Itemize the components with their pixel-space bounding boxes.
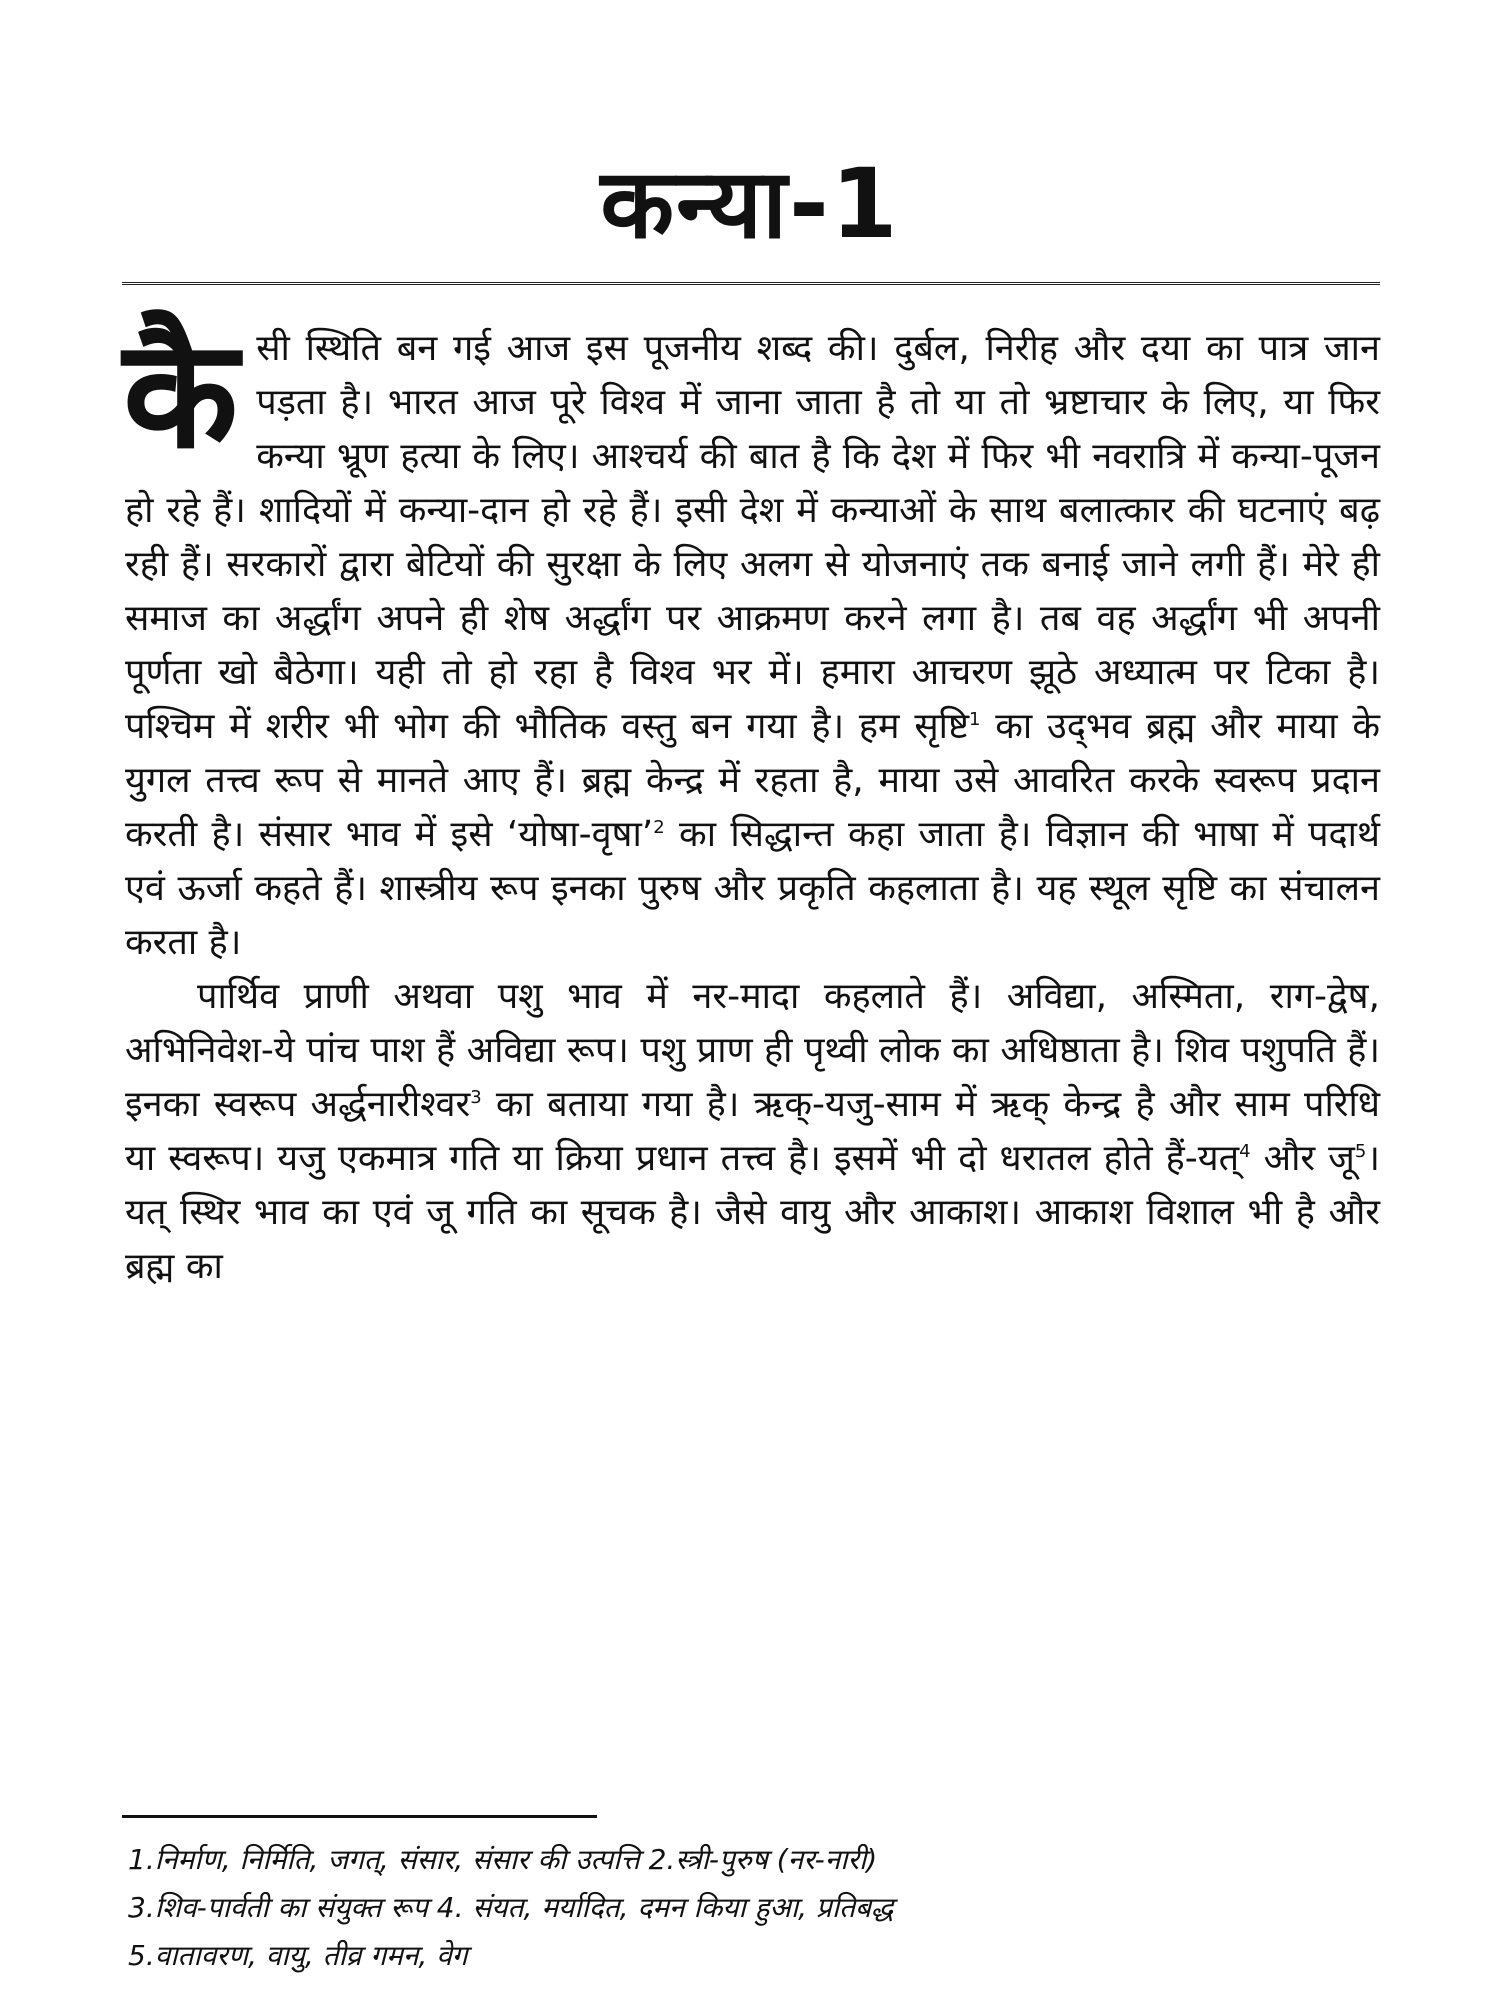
footnote-divider [122,1815,597,1818]
paragraph-1-text-b: का उद्‌भव ब्रह्म और माया के युगल तत्त्व रूप से मानते आए हैं। ब्रह्म केन्द्र में रहता है, माया उसे आवरित करके स्वरूप प्रदान करती है। संसार भाव में इसे ‘योषा-वृषा’ [125,706,1381,855]
paragraph-2 [125,970,1380,1294]
footnote-ref-2: 2 [653,817,665,838]
paragraph-2-text-d: । यत् स्थिर भाव का एवं जू गति का सूचक है। जैसे वायु और आकाश। आकाश विशाल भी है और ब्रह्म का [125,1138,1380,1287]
footnote-line-2: 3.शिव-पार्वती का संयुक्त रूप 4. संयत, मर्यादित, दमन किया हुआ, प्रतिबद्ध [128,1891,894,1924]
title-divider [122,282,1380,285]
footnote-line-3: 5.वातावरण, वायु, तीव्र गमन, वेग [128,1939,468,1972]
paragraph-2-text-a: पार्थिव प्राणी अथवा पशु भाव में नर-मादा कहलाते हैं। अविद्या, अस्मिता, राग-द्वेष, अभिनिवेश-ये पांच पाश हैं अविद्या रूप। पशु प्राण ही पृथ्वी लोक का अधिष्ठाता है। शिव पशुपति हैं। इनका स्वरूप अर्द्धनारीश्वर [125,976,1380,1125]
chapter-title: कन्या-1 [600,148,900,261]
chapter-body [123,308,1381,1294]
footnote-ref-5: 5 [1354,1141,1367,1162]
footnote-ref-3: 3 [470,1087,482,1108]
footnote-ref-1: 1 [969,709,981,730]
footnote-ref-4: 4 [1239,1141,1251,1162]
drop-cap: कै [123,308,239,482]
paragraph-2-text-c: और जू [1250,1138,1355,1179]
paragraph-1 [123,308,1381,970]
footnotes [128,1836,1378,1980]
footnote-line-1: 1.निर्माण, निर्मिति, जगत्, संसार, संसार की उत्पत्ति 2.स्त्री-पुरुष (नर-नारी) [128,1843,878,1876]
paragraph-1-text-a: सी स्थिति बन गई आज इस पूजनीय शब्द की। दुर्बल, निरीह और दया का पात्र जान पड़ता है। भारत आज पूरे विश्व में जाना जाता है तो या तो भ्रष्टाचार के लिए, या फिर कन्या भ्रूण हत्या के लिए। आश्चर्य की बात है कि देश में फिर भी नवरात्रि में कन्या-पूजन हो रहे हैं। शादियों में कन्या-दान हो रहे हैं। इसी देश में कन्याओं के साथ बलात्कार की घटनाएं बढ़ रही हैं। सरकारों द्वारा बेटियों की सुरक्षा के लिए अलग से योजनाएं तक बनाई जाने लगी हैं। मेरे ही समाज का अर्द्धांग अपने ही शेष अर्द्धांग पर आक्रमण करने लगा है। तब वह अर्द्धांग भी अपनी पूर्णता खो बैठेगा। यही तो हो रहा है विश्व भर में। हमारा आचरण झूठे अध्यात्म पर टिका है। पश्चिम में शरीर भी भोग की भौतिक वस्तु बन गया है। हम सृष्टि [125,328,1380,747]
paragraph-2-text-b: का बताया गया है। ऋक्-यजु-साम में ऋक् केन्द्र है और साम परिधि या स्वरूप। यजु एकमात्र गति या क्रिया प्रधान तत्त्व है। इसमें भी दो धरातल होते हैं-यत् [125,1084,1380,1179]
paragraph-1-text-c: का सिद्धान्त कहा जाता है। विज्ञान की भाषा में पदार्थ एवं ऊर्जा कहते हैं। शास्त्रीय रूप इनका पुरुष और प्रकृति कहलाता है। यह स्थूल सृष्टि का संचालन करता है। [125,814,1381,963]
